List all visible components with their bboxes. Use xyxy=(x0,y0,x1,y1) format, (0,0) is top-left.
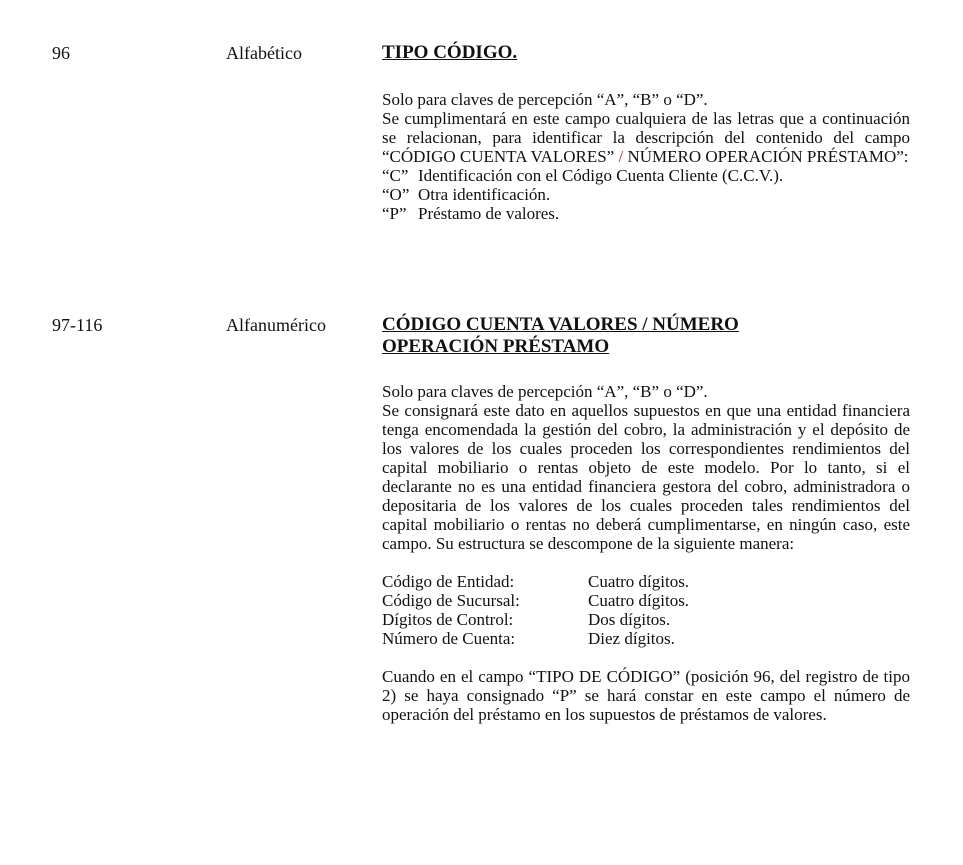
structure-label: Número de Cuenta: xyxy=(382,629,516,648)
structure-value: Diez dígitos. xyxy=(588,629,675,648)
code-list xyxy=(382,166,910,223)
field-title: TIPO CÓDIGO. xyxy=(382,42,518,63)
code-key: “C” xyxy=(382,166,409,185)
structure-value: Cuatro dígitos. xyxy=(588,572,690,591)
field-type: Alfanumérico xyxy=(226,315,326,335)
structure-item xyxy=(382,610,910,629)
code-text: Otra identificación. xyxy=(418,185,551,204)
structure-item xyxy=(382,591,910,610)
field-title-line1: CÓDIGO CUENTA VALORES / NÚMERO xyxy=(382,314,739,335)
field-position: 97-116 xyxy=(52,315,103,335)
code-item xyxy=(382,204,910,223)
structure-label: Código de Sucursal: xyxy=(382,591,520,610)
structure-item xyxy=(382,572,910,591)
field-position: 96 xyxy=(52,43,70,63)
description-pre: Se cumplimentará en este campo cualquiera de las letras que a continuación se relacionan, para identificar la descripción del contenido del campo “CÓDIGO CUENTA VALORES” xyxy=(382,109,910,166)
field-intro: Solo para claves de percepción “A”, “B” o “D”. xyxy=(382,382,708,401)
code-key: “P” xyxy=(382,204,407,223)
field-description xyxy=(382,42,910,223)
description-separator: / xyxy=(618,147,624,166)
code-item xyxy=(382,185,910,204)
field-title-line2: OPERACIÓN PRÉSTAMO xyxy=(382,336,610,357)
field-type: Alfabético xyxy=(226,43,302,63)
code-text: Identificación con el Código Cuenta Cliente (C.C.V.). xyxy=(418,166,784,185)
code-text: Préstamo de valores. xyxy=(418,204,560,223)
structure-label: Código de Entidad: xyxy=(382,572,515,591)
structure-value: Dos dígitos. xyxy=(588,610,671,629)
field-description xyxy=(382,314,910,724)
structure-value: Cuatro dígitos. xyxy=(588,591,690,610)
field-description-text: Se consignará este dato en aquellos supuestos en que una entidad financiera tenga encomendada la gestión del cobro, la administración y el depósito de los valores de los cuales proceden los correspondientes rendimientos del capital mobiliario o rentas objeto de este modelo. Por lo tanto, si el declarante no es una entidad financiera gestora del cobro, administradora o depositaria de los valores de los cuales proceden tales rendimientos del capital mobiliario o rentas no deberá cumplimentarse, en ningún caso, este campo. Su estructura se descompone de la siguiente manera: xyxy=(382,401,910,553)
structure-item xyxy=(382,629,910,648)
field-description-text xyxy=(382,109,910,166)
code-key: “O” xyxy=(382,185,410,204)
field-intro: Solo para claves de percepción “A”, “B” o “D”. xyxy=(382,90,708,109)
structure-list xyxy=(382,572,910,648)
structure-label: Dígitos de Control: xyxy=(382,610,514,629)
field-closing-text: Cuando en el campo “TIPO DE CÓDIGO” (posición 96, del registro de tipo 2) se haya consignado “P” se hará constar en este campo el número de operación del préstamo en los supuestos de préstamos de valores. xyxy=(382,667,910,724)
code-item xyxy=(382,166,910,185)
description-post: NÚMERO OPERACIÓN PRÉSTAMO”: xyxy=(627,147,909,166)
